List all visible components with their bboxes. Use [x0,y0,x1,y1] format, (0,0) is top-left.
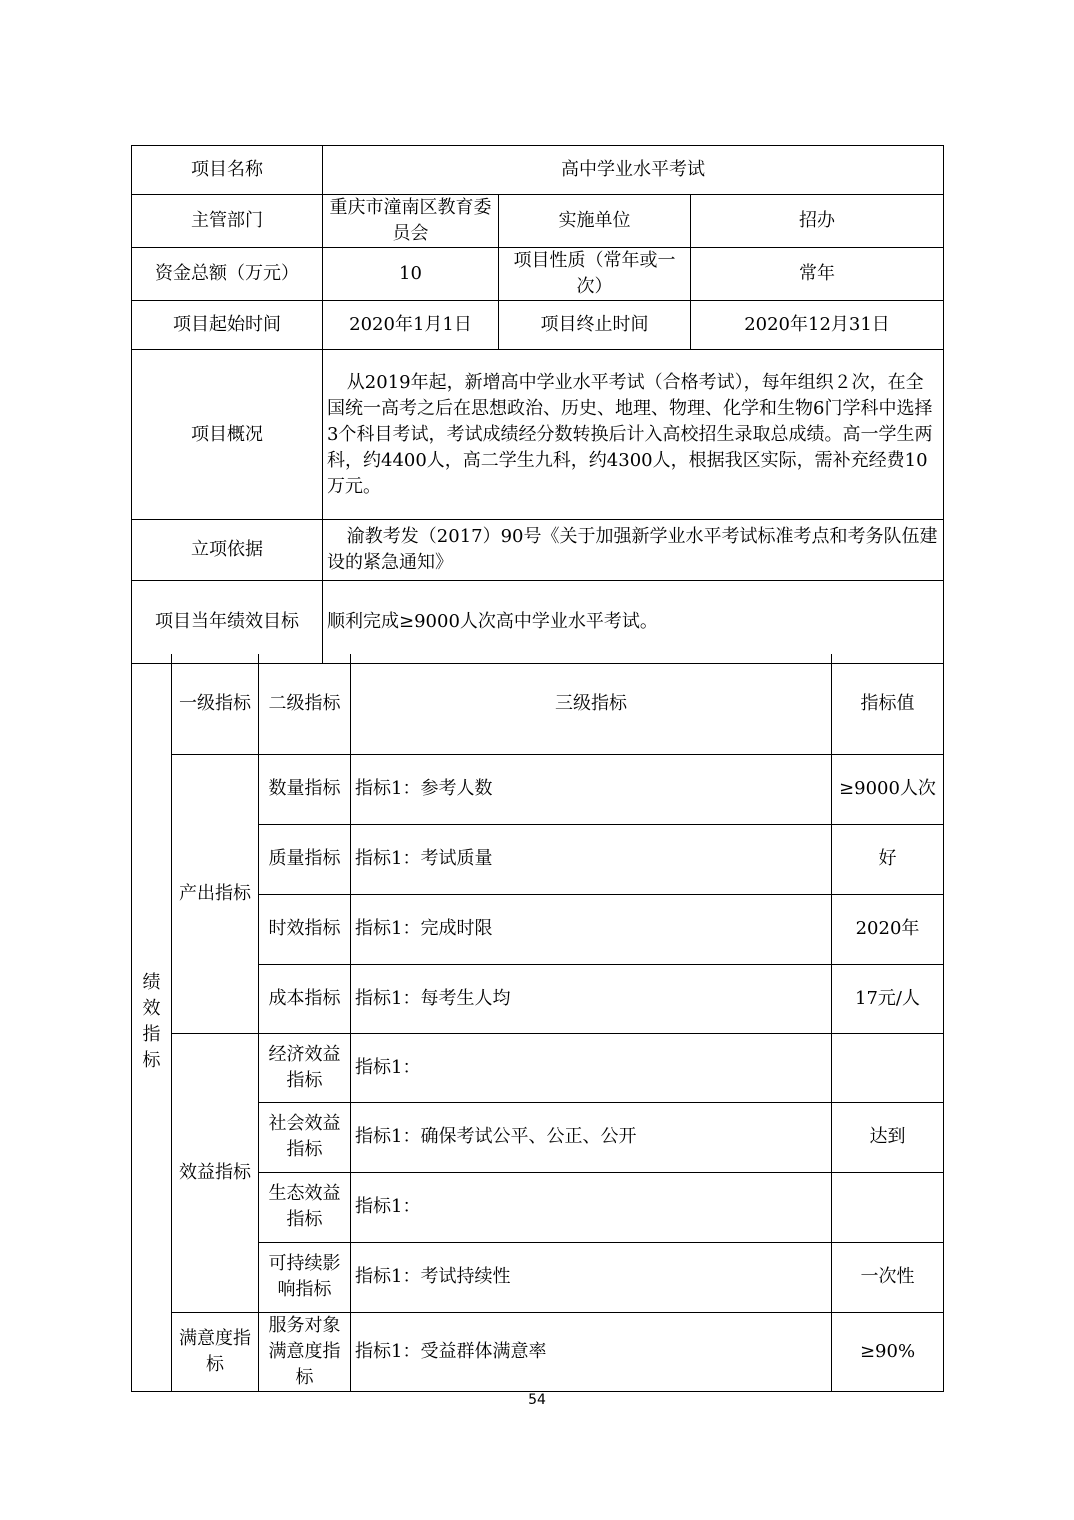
level3-cell: 指标1：考试持续性 [351,1242,832,1312]
project-name-value: 高中学业水平考试 [323,146,944,195]
row-fund [132,248,944,301]
value-cell: 2020年 [832,894,944,964]
goal-text: 顺利完成≥9000人次高中学业水平考试。 [323,581,944,664]
header-value: 指标值 [832,654,944,754]
row-department [132,195,944,248]
page-number: 54 [528,1392,546,1408]
basis-label: 立项依据 [132,520,323,581]
basis-text: 渝教考发（2017）90号《关于加强新学业水平考试标准考点和考务队伍建设的紧急通知》 [323,520,944,581]
level3-cell: 指标1：考试质量 [351,824,832,894]
level2-cell: 质量指标 [259,824,351,894]
level2-cell: 生态效益指标 [259,1172,351,1242]
dept-label: 主管部门 [132,195,323,248]
goal-label: 项目当年绩效目标 [132,581,323,664]
value-cell: 17元/人 [832,964,944,1033]
level3-cell: 指标1：完成时限 [351,894,832,964]
row-basis [132,520,944,581]
level3-cell: 指标1：受益群体满意率 [351,1312,832,1391]
output-indicator-label: 产出指标 [172,754,259,1033]
level3-cell: 指标1：参考人数 [351,754,832,824]
nature-label: 项目性质（常年或一次） [499,248,691,301]
start-label: 项目起始时间 [132,301,323,350]
project-name-label: 项目名称 [132,146,323,195]
overview-label: 项目概况 [132,350,323,520]
table-row [132,1312,944,1391]
row-overview [132,350,944,520]
table-row [132,1033,944,1102]
row-project-name [132,146,944,195]
value-cell: 好 [832,824,944,894]
impl-label: 实施单位 [499,195,691,248]
value-cell [832,1033,944,1102]
impl-value: 招办 [691,195,944,248]
value-cell [832,1172,944,1242]
level3-cell: 指标1： [351,1172,832,1242]
level2-cell: 时效指标 [259,894,351,964]
dept-value: 重庆市潼南区教育委员会 [323,195,499,248]
satisfaction-indicator-label: 满意度指标 [172,1312,259,1391]
level2-cell: 数量指标 [259,754,351,824]
value-cell: 达到 [832,1102,944,1172]
level2-cell: 服务对象满意度指标 [259,1312,351,1391]
fund-label: 资金总额（万元） [132,248,323,301]
table-row [132,754,944,824]
header-level2: 二级指标 [259,654,351,754]
project-info-table [131,145,944,664]
benefit-indicator-label: 效益指标 [172,1033,259,1312]
value-cell: 一次性 [832,1242,944,1312]
level2-cell: 成本指标 [259,964,351,1033]
indicator-header-row [132,654,944,754]
level2-cell: 社会效益指标 [259,1102,351,1172]
level2-cell: 可持续影响指标 [259,1242,351,1312]
header-level3: 三级指标 [351,654,832,754]
row-goal [132,581,944,664]
overview-text: 从2019年起，新增高中学业水平考试（合格考试），每年组织２次，在全国统一高考之后在思想政治、历史、地理、物理、化学和生物6门学科中选择3个科目考试，考试成绩经分数转换后计入高校招生录取总成绩。高一学生两科，约4400人，高二学生九科，约4300人，根据我区实际，需补充经费10万元。 [323,350,944,520]
performance-group-label: 绩效指标 [132,654,172,1391]
header-level1: 一级指标 [172,654,259,754]
level3-cell: 指标1：每考生人均 [351,964,832,1033]
start-value: 2020年1月1日 [323,301,499,350]
fund-value: 10 [323,248,499,301]
row-dates [132,301,944,350]
level2-cell: 经济效益指标 [259,1033,351,1102]
end-label: 项目终止时间 [499,301,691,350]
nature-value: 常年 [691,248,944,301]
value-cell: ≥90% [832,1312,944,1391]
value-cell: ≥9000人次 [832,754,944,824]
level3-cell: 指标1： [351,1033,832,1102]
end-value: 2020年12月31日 [691,301,944,350]
level3-cell: 指标1：确保考试公平、公正、公开 [351,1102,832,1172]
indicator-table [131,654,944,1392]
